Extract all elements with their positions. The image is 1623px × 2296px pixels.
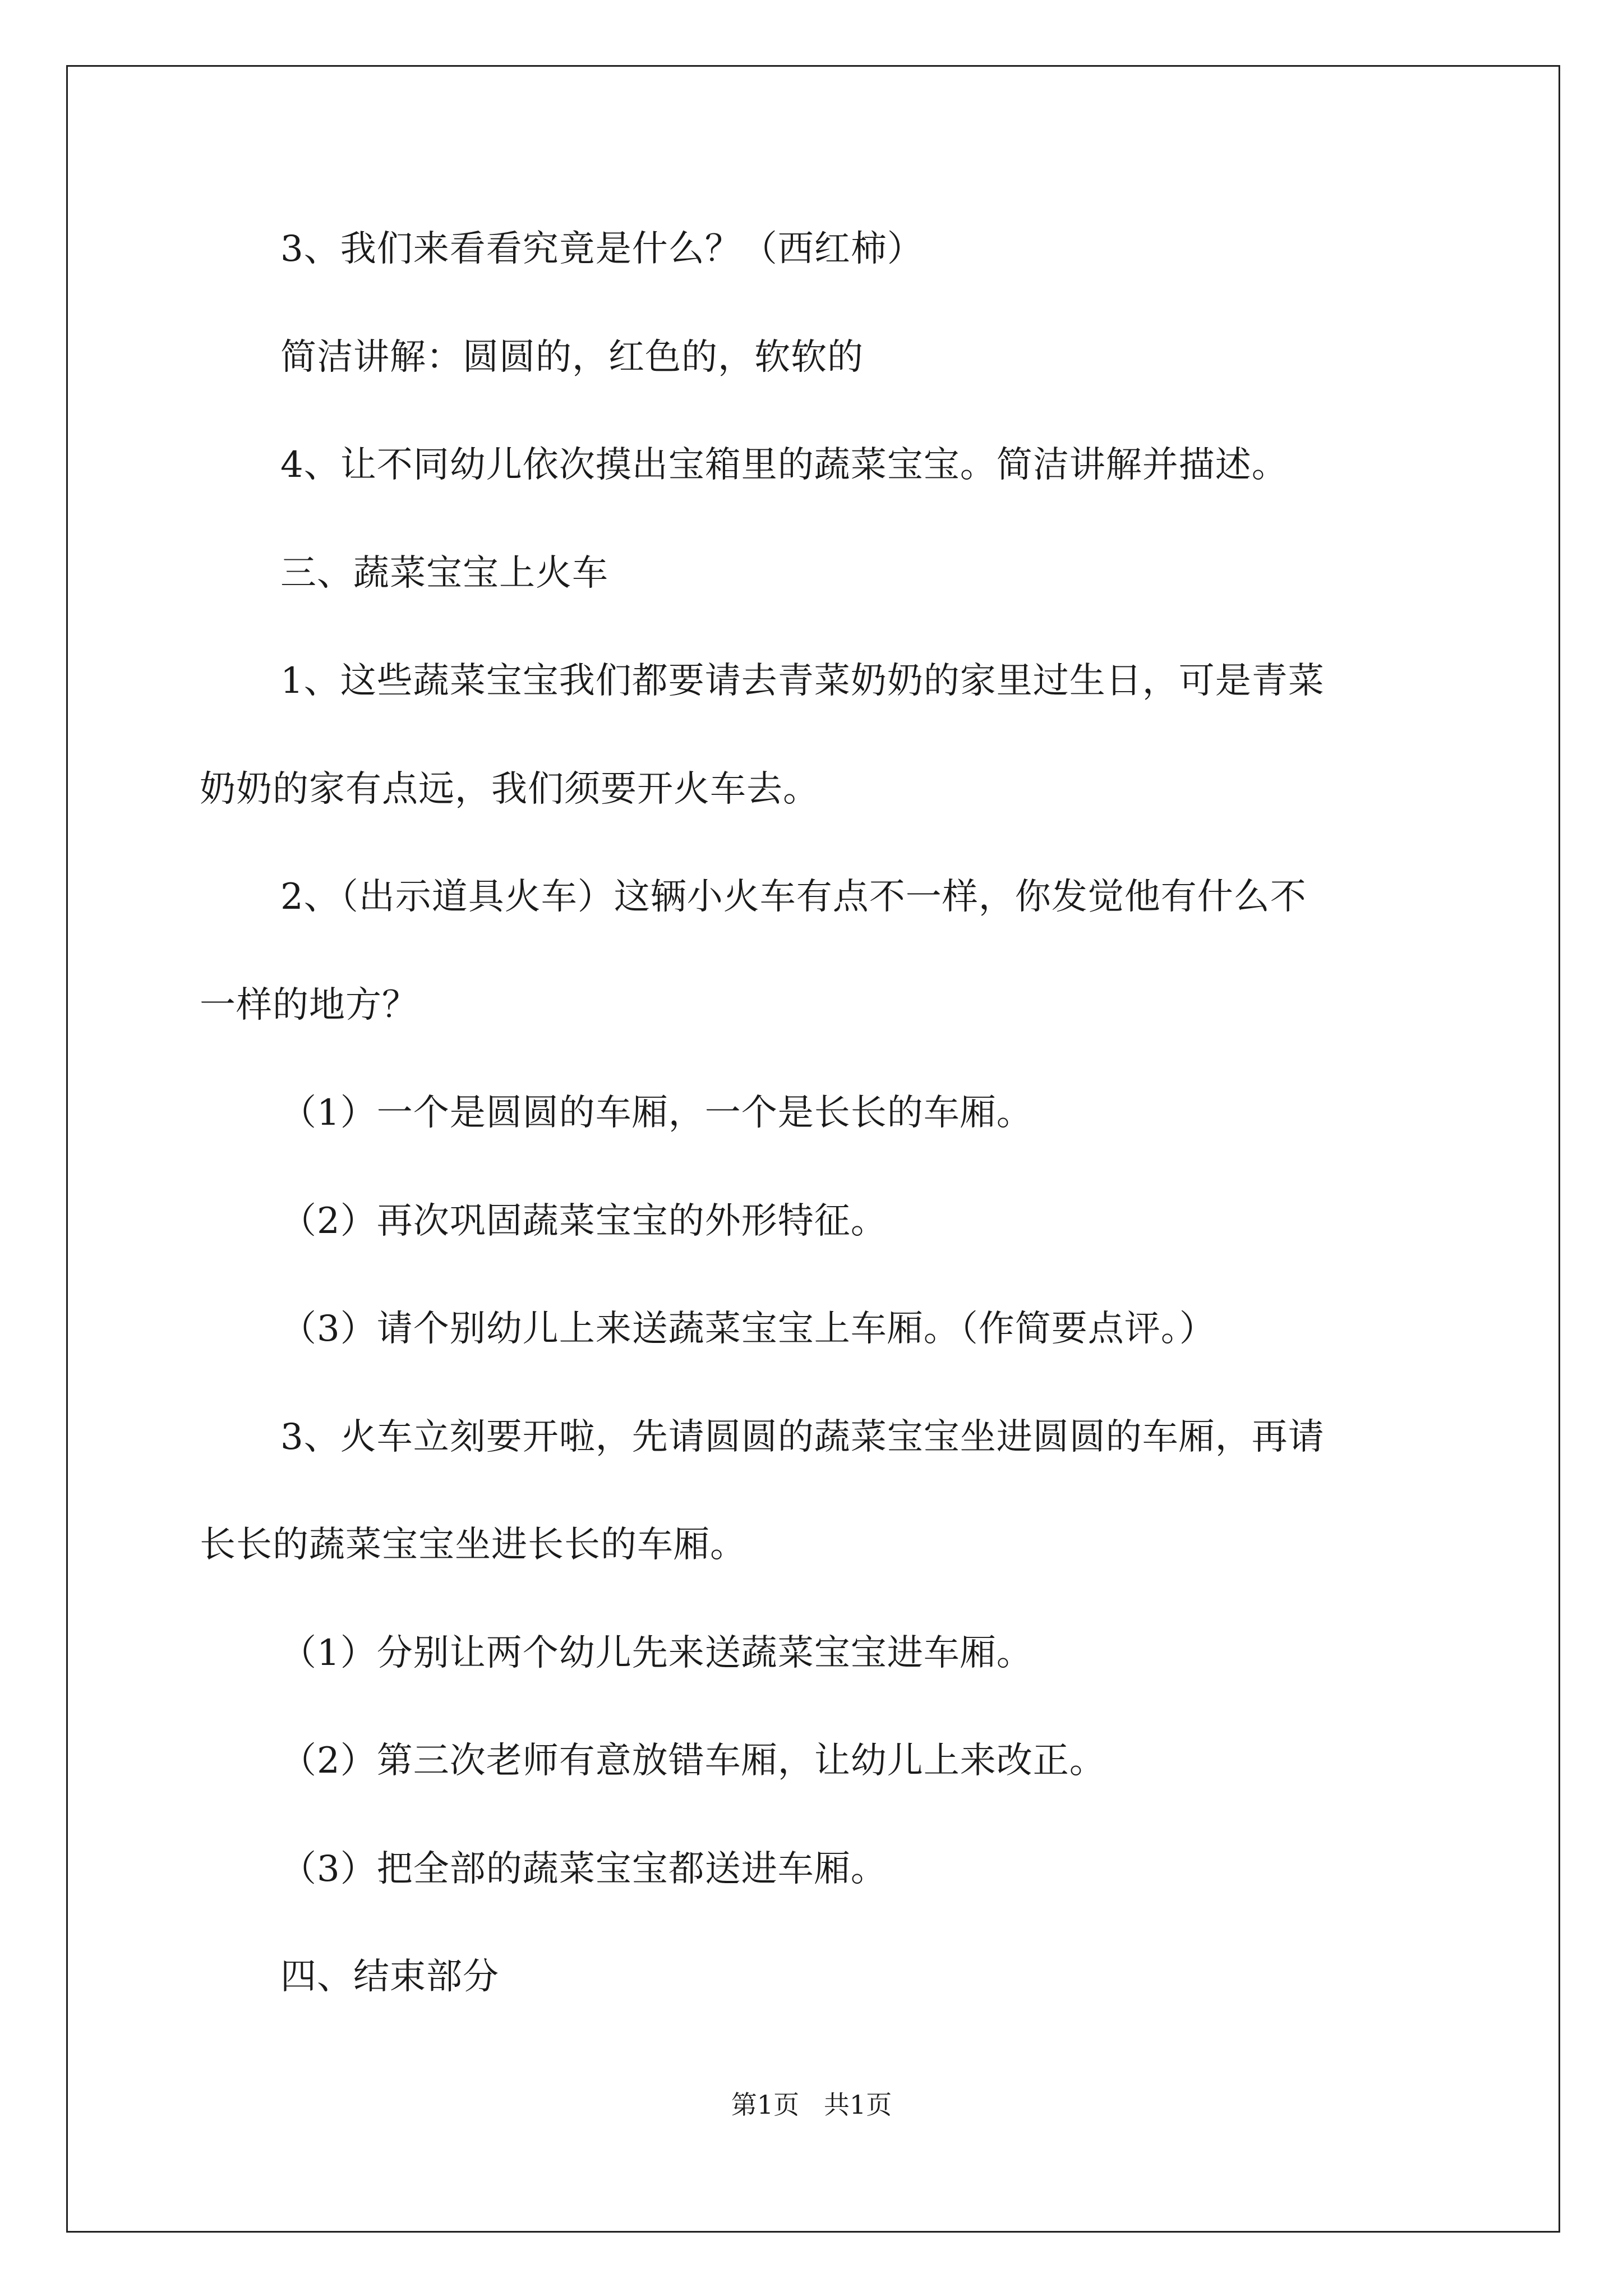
paragraph-line: 3、火车立刻要开啦，先请圆圆的蔬菜宝宝坐进圆圆的车厢，再请: [280, 1416, 1325, 1458]
page-number-footer: 第1页 共1页: [731, 2090, 892, 2120]
paragraph-line: 4、让不同幼儿依次摸出宝箱里的蔬菜宝宝。简洁讲解并描述。: [280, 444, 1288, 486]
paragraph-line: 简洁讲解：圆圆的，红色的，软软的: [280, 337, 864, 378]
paragraph-line: 一样的地方？: [200, 984, 418, 1026]
paragraph-line: （3）把全部的蔬菜宝宝都送进车厢。: [280, 1848, 887, 1890]
paragraph-line: （3）请个别幼儿上来送蔬菜宝宝上车厢。（作简要点评。）: [280, 1308, 1216, 1350]
paragraph-line: 2、（出示道具火车）这辆小火车有点不一样，你发觉他有什么不: [280, 876, 1307, 918]
paragraph-line: （2）第三次老师有意放错车厢，让幼儿上来改正。: [280, 1740, 1106, 1782]
paragraph-line: （2）再次巩固蔬菜宝宝的外形特征。: [280, 1200, 887, 1242]
page-border: [66, 65, 1560, 2233]
section-heading: 四、结束部分: [280, 1956, 499, 1998]
section-heading: 三、蔬菜宝宝上火车: [280, 553, 608, 594]
paragraph-line: 3、我们来看看究竟是什么？（西红柿）: [280, 228, 924, 270]
paragraph-line: （1）一个是圆圆的车厢，一个是长长的车厢。: [280, 1092, 1033, 1134]
paragraph-line: 1、这些蔬菜宝宝我们都要请去青菜奶奶的家里过生日，可是青菜: [280, 660, 1325, 702]
paragraph-line: 奶奶的家有点远，我们须要开火车去。: [200, 769, 819, 810]
paragraph-line: （1）分别让两个幼儿先来送蔬菜宝宝进车厢。: [280, 1632, 1033, 1674]
paragraph-line: 长长的蔬菜宝宝坐进长长的车厢。: [200, 1524, 746, 1566]
